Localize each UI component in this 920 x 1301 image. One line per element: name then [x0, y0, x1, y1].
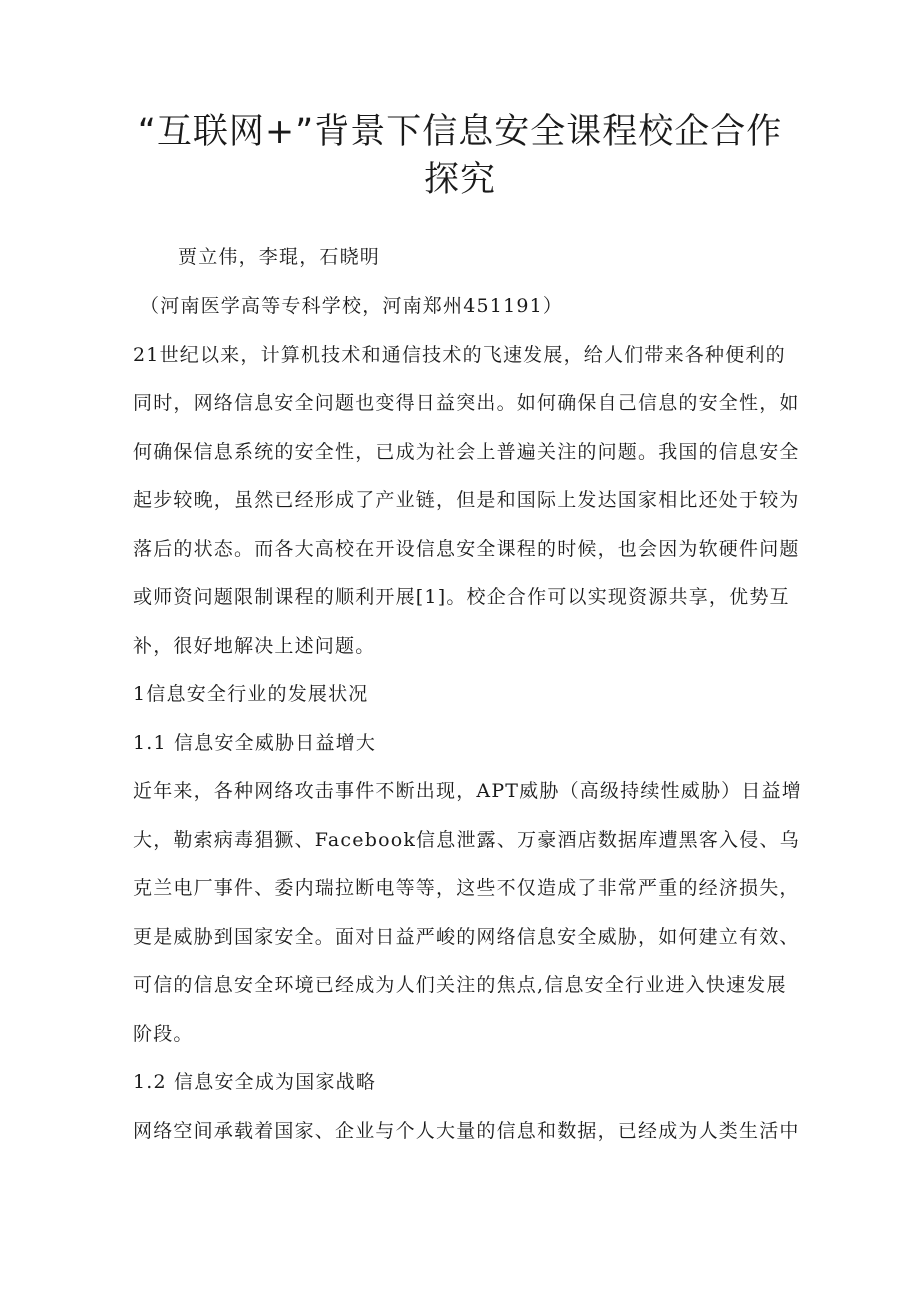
page-title-line-2: 探究 — [423, 160, 496, 200]
paragraph-line: 阶段。 — [133, 1023, 194, 1045]
authors: 贾立伟，李琨，石晓明 — [178, 246, 381, 268]
intro-line: 补，很好地解决上述问题。 — [133, 635, 376, 657]
intro-line: 或师资问题限制课程的顺利开展[1]。校企合作可以实现资源共享，优势互 — [133, 586, 790, 608]
paragraph-line: 网络空间承载着国家、企业与个人大量的信息和数据，已经成为人类生活中 — [133, 1120, 800, 1142]
section-heading-1-1: 1.1 信息安全威胁日益增大 — [133, 732, 377, 754]
section-heading-1: 1信息安全行业的发展状况 — [133, 683, 369, 705]
section-heading-1-2: 1.2 信息安全成为国家战略 — [133, 1071, 377, 1093]
intro-line: 21世纪以来，计算机技术和通信技术的飞速发展，给人们带来各种便利的 — [133, 344, 786, 366]
intro-line: 起步较晚，虽然已经形成了产业链，但是和国际上发达国家相比还处于较为 — [133, 489, 800, 511]
paragraph-line: 可信的信息安全环境已经成为人们关注的焦点,信息安全行业进入快速发展 — [133, 974, 787, 996]
intro-line: 何确保信息系统的安全性，已成为社会上普遍关注的问题。我国的信息安全 — [133, 441, 800, 463]
intro-line: 同时，网络信息安全问题也变得日益突出。如何确保自己信息的安全性，如 — [133, 392, 800, 414]
affiliation: （河南医学高等专科学校，河南郑州451191） — [140, 295, 564, 317]
paragraph-line: 更是威胁到国家安全。面对日益严峻的网络信息安全威胁，如何建立有效、 — [133, 926, 800, 948]
paragraph-line: 近年来，各种网络攻击事件不断出现，APT威胁（高级持续性威胁）日益增 — [133, 780, 802, 802]
paragraph-line: 大，勒索病毒猖獗、Facebook信息泄露、万豪酒店数据库遭黑客入侵、乌 — [133, 829, 800, 851]
page-title-line-1: “互联网+”背景下信息安全课程校企合作 — [137, 112, 783, 152]
intro-line: 落后的状态。而各大高校在开设信息安全课程的时候，也会因为软硬件问题 — [133, 538, 800, 560]
paragraph-line: 克兰电厂事件、委内瑞拉断电等等，这些不仅造成了非常严重的经济损失， — [133, 877, 800, 899]
